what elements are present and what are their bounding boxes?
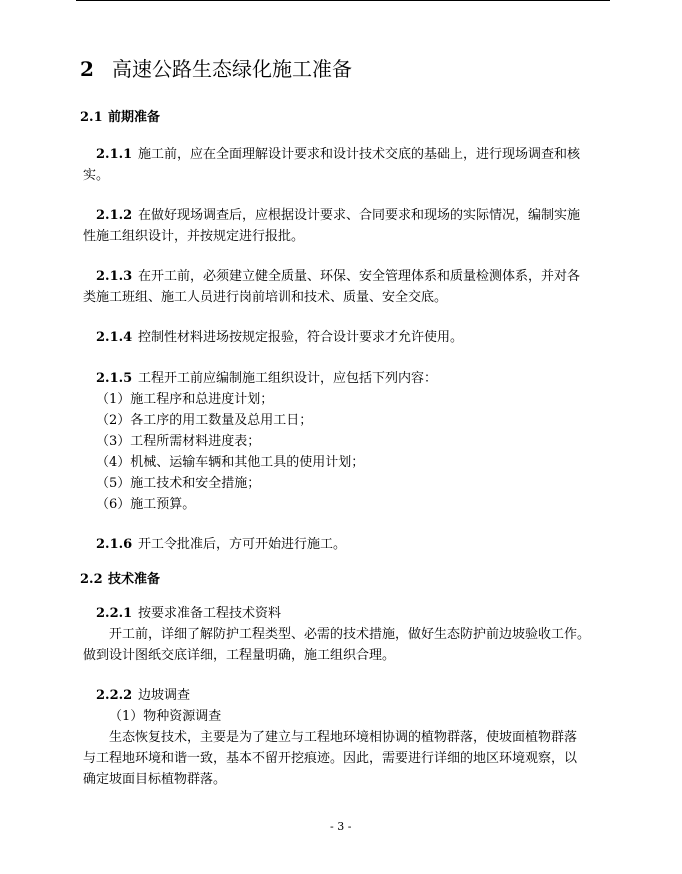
clause-number: 2.1.1 <box>96 147 133 162</box>
clause-number: 2.1.5 <box>96 371 133 386</box>
clause-number: 2.1.2 <box>96 208 133 223</box>
list-item: （6）施工预算。 <box>96 497 196 512</box>
chapter-number: 2 <box>80 57 94 81</box>
clause-text: 性施工组织设计，并按规定进行报批。 <box>83 229 305 244</box>
clause-text: 工程开工前应编制施工组织设计，应包括下列内容： <box>138 371 438 386</box>
chapter-heading <box>80 55 352 83</box>
clause-number: 2.1.4 <box>96 330 133 345</box>
clause-number: 2.2.2 <box>96 688 133 703</box>
page-number: - 3 - <box>330 820 352 833</box>
section-number: 2.2 <box>80 572 103 587</box>
clause-number: 2.1.6 <box>96 537 133 552</box>
clause-2-1-5 <box>96 369 437 389</box>
clause-text: 实。 <box>83 168 110 183</box>
clause-2-2-1 <box>96 604 281 624</box>
section-2-1-heading <box>80 108 160 128</box>
clause-2-2-2 <box>96 686 190 706</box>
section-title: 前期准备 <box>108 110 161 125</box>
clause-number: 2.2.1 <box>96 606 133 621</box>
paragraph-line: 做到设计图纸交底详细，工程量明确，施工组织合理。 <box>83 648 396 663</box>
chapter-title: 高速公路生态绿化施工准备 <box>112 57 352 81</box>
clause-2-1-4 <box>96 328 463 348</box>
section-title: 技术准备 <box>108 572 161 587</box>
clause-title: 边坡调查 <box>138 688 191 703</box>
clause-2-1-2 <box>96 206 580 226</box>
clause-text: 在开工前，必须建立健全质量、环保、安全管理体系和质量检测体系，并对各 <box>138 269 581 284</box>
clause-text: 控制性材料进场按规定报验，符合设计要求才允许使用。 <box>138 330 464 345</box>
clause-title: 按要求准备工程技术资料 <box>138 606 282 621</box>
clause-text: 类施工班组、施工人员进行岗前培训和技术、质量、安全交底。 <box>83 290 448 305</box>
section-number: 2.1 <box>80 110 103 125</box>
list-item: （2）各工序的用工数量及总用工日； <box>96 413 313 428</box>
header-rule <box>76 0 610 1</box>
paragraph-line: 开工前，详细了解防护工程类型、必需的技术措施，做好生态防护前边坡验收工作。 <box>109 627 591 642</box>
clause-number: 2.1.3 <box>96 269 133 284</box>
clause-text: 在做好现场调查后，应根据设计要求、合同要求和现场的实际情况，编制实施 <box>138 208 581 223</box>
clause-2-1-2-cont <box>83 227 304 247</box>
sub-heading: （1）物种资源调查 <box>109 709 222 724</box>
clause-text: 开工令批准后，方可开始进行施工。 <box>138 537 347 552</box>
paragraph-line: 确定坡面目标植物群落。 <box>83 772 227 787</box>
list-item: （5）施工技术和安全措施； <box>96 476 261 491</box>
list-item: （3）工程所需材料进度表； <box>96 434 261 449</box>
clause-2-1-6 <box>96 535 346 555</box>
clause-2-1-1-cont <box>83 166 109 186</box>
clause-2-1-1 <box>96 145 580 165</box>
clause-2-1-3-cont <box>83 288 447 308</box>
clause-text: 施工前，应在全面理解设计要求和设计技术交底的基础上，进行现场调查和核 <box>138 147 581 162</box>
paragraph-line: 与工程地环境和谐一致，基本不留开挖痕迹。因此，需要进行详细的地区环境观察，以 <box>83 751 578 766</box>
section-2-2-heading <box>80 570 160 590</box>
clause-2-1-3 <box>96 267 580 287</box>
paragraph-line: 生态恢复技术，主要是为了建立与工程地环境相协调的植物群落，使坡面植物群落 <box>109 730 578 745</box>
list-item: （1）施工程序和总进度计划； <box>96 392 274 407</box>
list-item: （4）机械、运输车辆和其他工具的使用计划； <box>96 455 365 470</box>
